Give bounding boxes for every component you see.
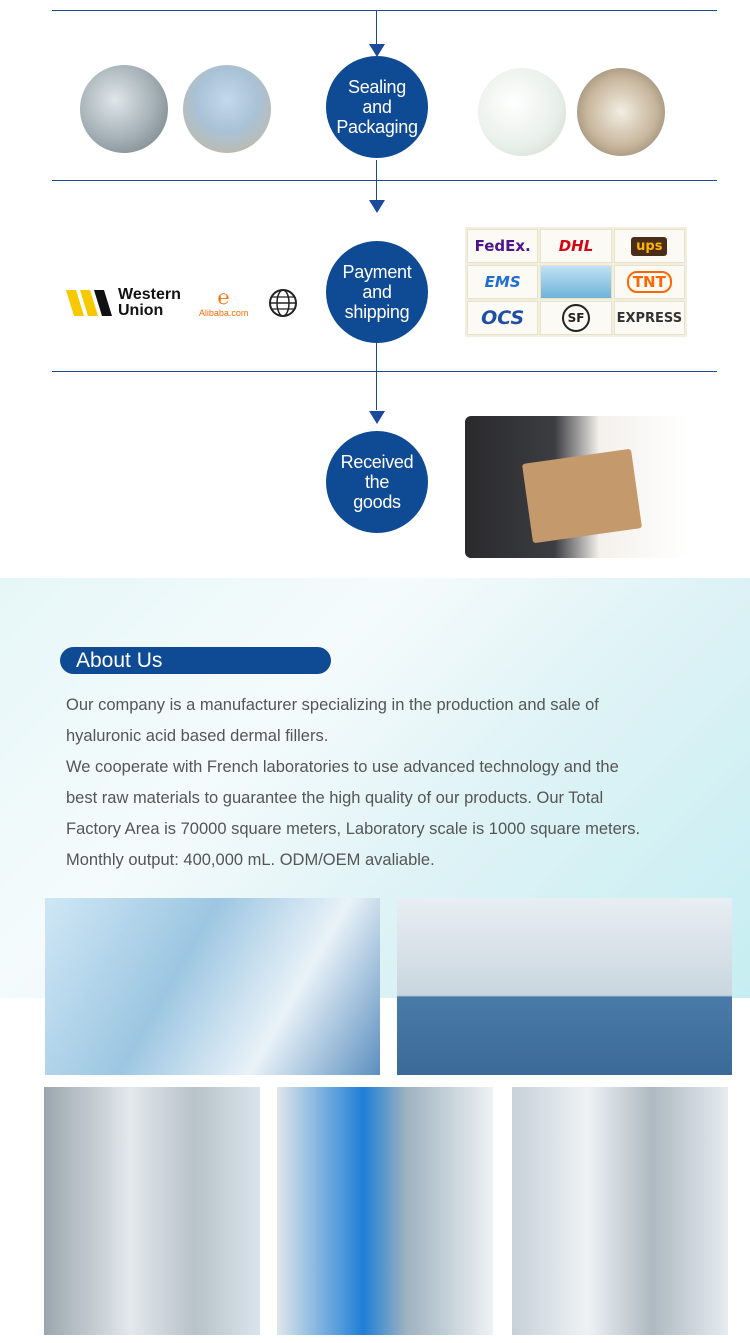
divider — [52, 10, 717, 11]
ups-logo: ups — [614, 229, 685, 263]
about-heading: About Us — [60, 647, 331, 674]
mixing-tank-photo — [512, 1087, 728, 1335]
boxes-photo — [577, 68, 665, 156]
sf-logo: SF — [540, 301, 611, 335]
ems-logo: EMS — [467, 265, 538, 299]
about-paragraph-2: We cooperate with French laboratories to use advanced technology and the best raw materials to guarantee the high quality of our products. Our Total Factory Area is 70000 square meters, Laboratory scale is 1000 square meters. Monthly output: 400,000 mL. ODM/OEM avaliable. — [66, 758, 641, 869]
worker-photo — [183, 65, 271, 153]
step-sealing-packaging — [326, 56, 428, 158]
tank-photo — [44, 1087, 260, 1335]
dhl-logo: DHL — [540, 229, 611, 263]
step-received-goods — [326, 431, 428, 533]
divider — [52, 371, 717, 372]
box-shape — [522, 449, 642, 544]
cleanroom-corridor-photo — [397, 898, 732, 1075]
alibaba-logo — [199, 288, 249, 318]
step-label: Payment and shipping — [342, 262, 412, 322]
alibaba-text: Alibaba.com — [198, 308, 249, 318]
airplane-icon — [540, 265, 611, 299]
production-photo — [80, 65, 168, 153]
delivery-photo — [465, 416, 689, 558]
western-union-text: Western Union — [118, 286, 181, 319]
fedex-logo: FedEx. — [467, 229, 538, 263]
filling-machine-photo — [277, 1087, 493, 1335]
express-logo: EXPRESS — [614, 301, 685, 335]
western-union-icon — [66, 290, 112, 316]
arrow-down-icon — [369, 200, 385, 213]
carrier-logos — [465, 227, 687, 337]
connector — [376, 160, 377, 200]
connector — [376, 10, 377, 45]
payment-logos — [66, 285, 298, 321]
divider — [52, 180, 717, 181]
western-union-logo — [66, 287, 181, 319]
package-photo — [478, 68, 566, 156]
ocs-logo: OCS — [467, 301, 538, 335]
alibaba-icon: ℮ — [217, 287, 230, 309]
arrow-down-icon — [369, 411, 385, 424]
lab-scientists-photo — [45, 898, 380, 1075]
step-label: Sealing and Packaging — [336, 77, 418, 137]
step-payment-shipping — [326, 241, 428, 343]
about-description — [66, 690, 716, 876]
step-label: Received the goods — [340, 452, 414, 512]
about-paragraph-1: Our company is a manufacturer specializing in the production and sale of hyaluronic acid based dermal fillers. — [66, 696, 599, 745]
connector — [376, 342, 377, 410]
tnt-logo: TNT — [614, 265, 685, 299]
globe-icon — [268, 288, 298, 318]
